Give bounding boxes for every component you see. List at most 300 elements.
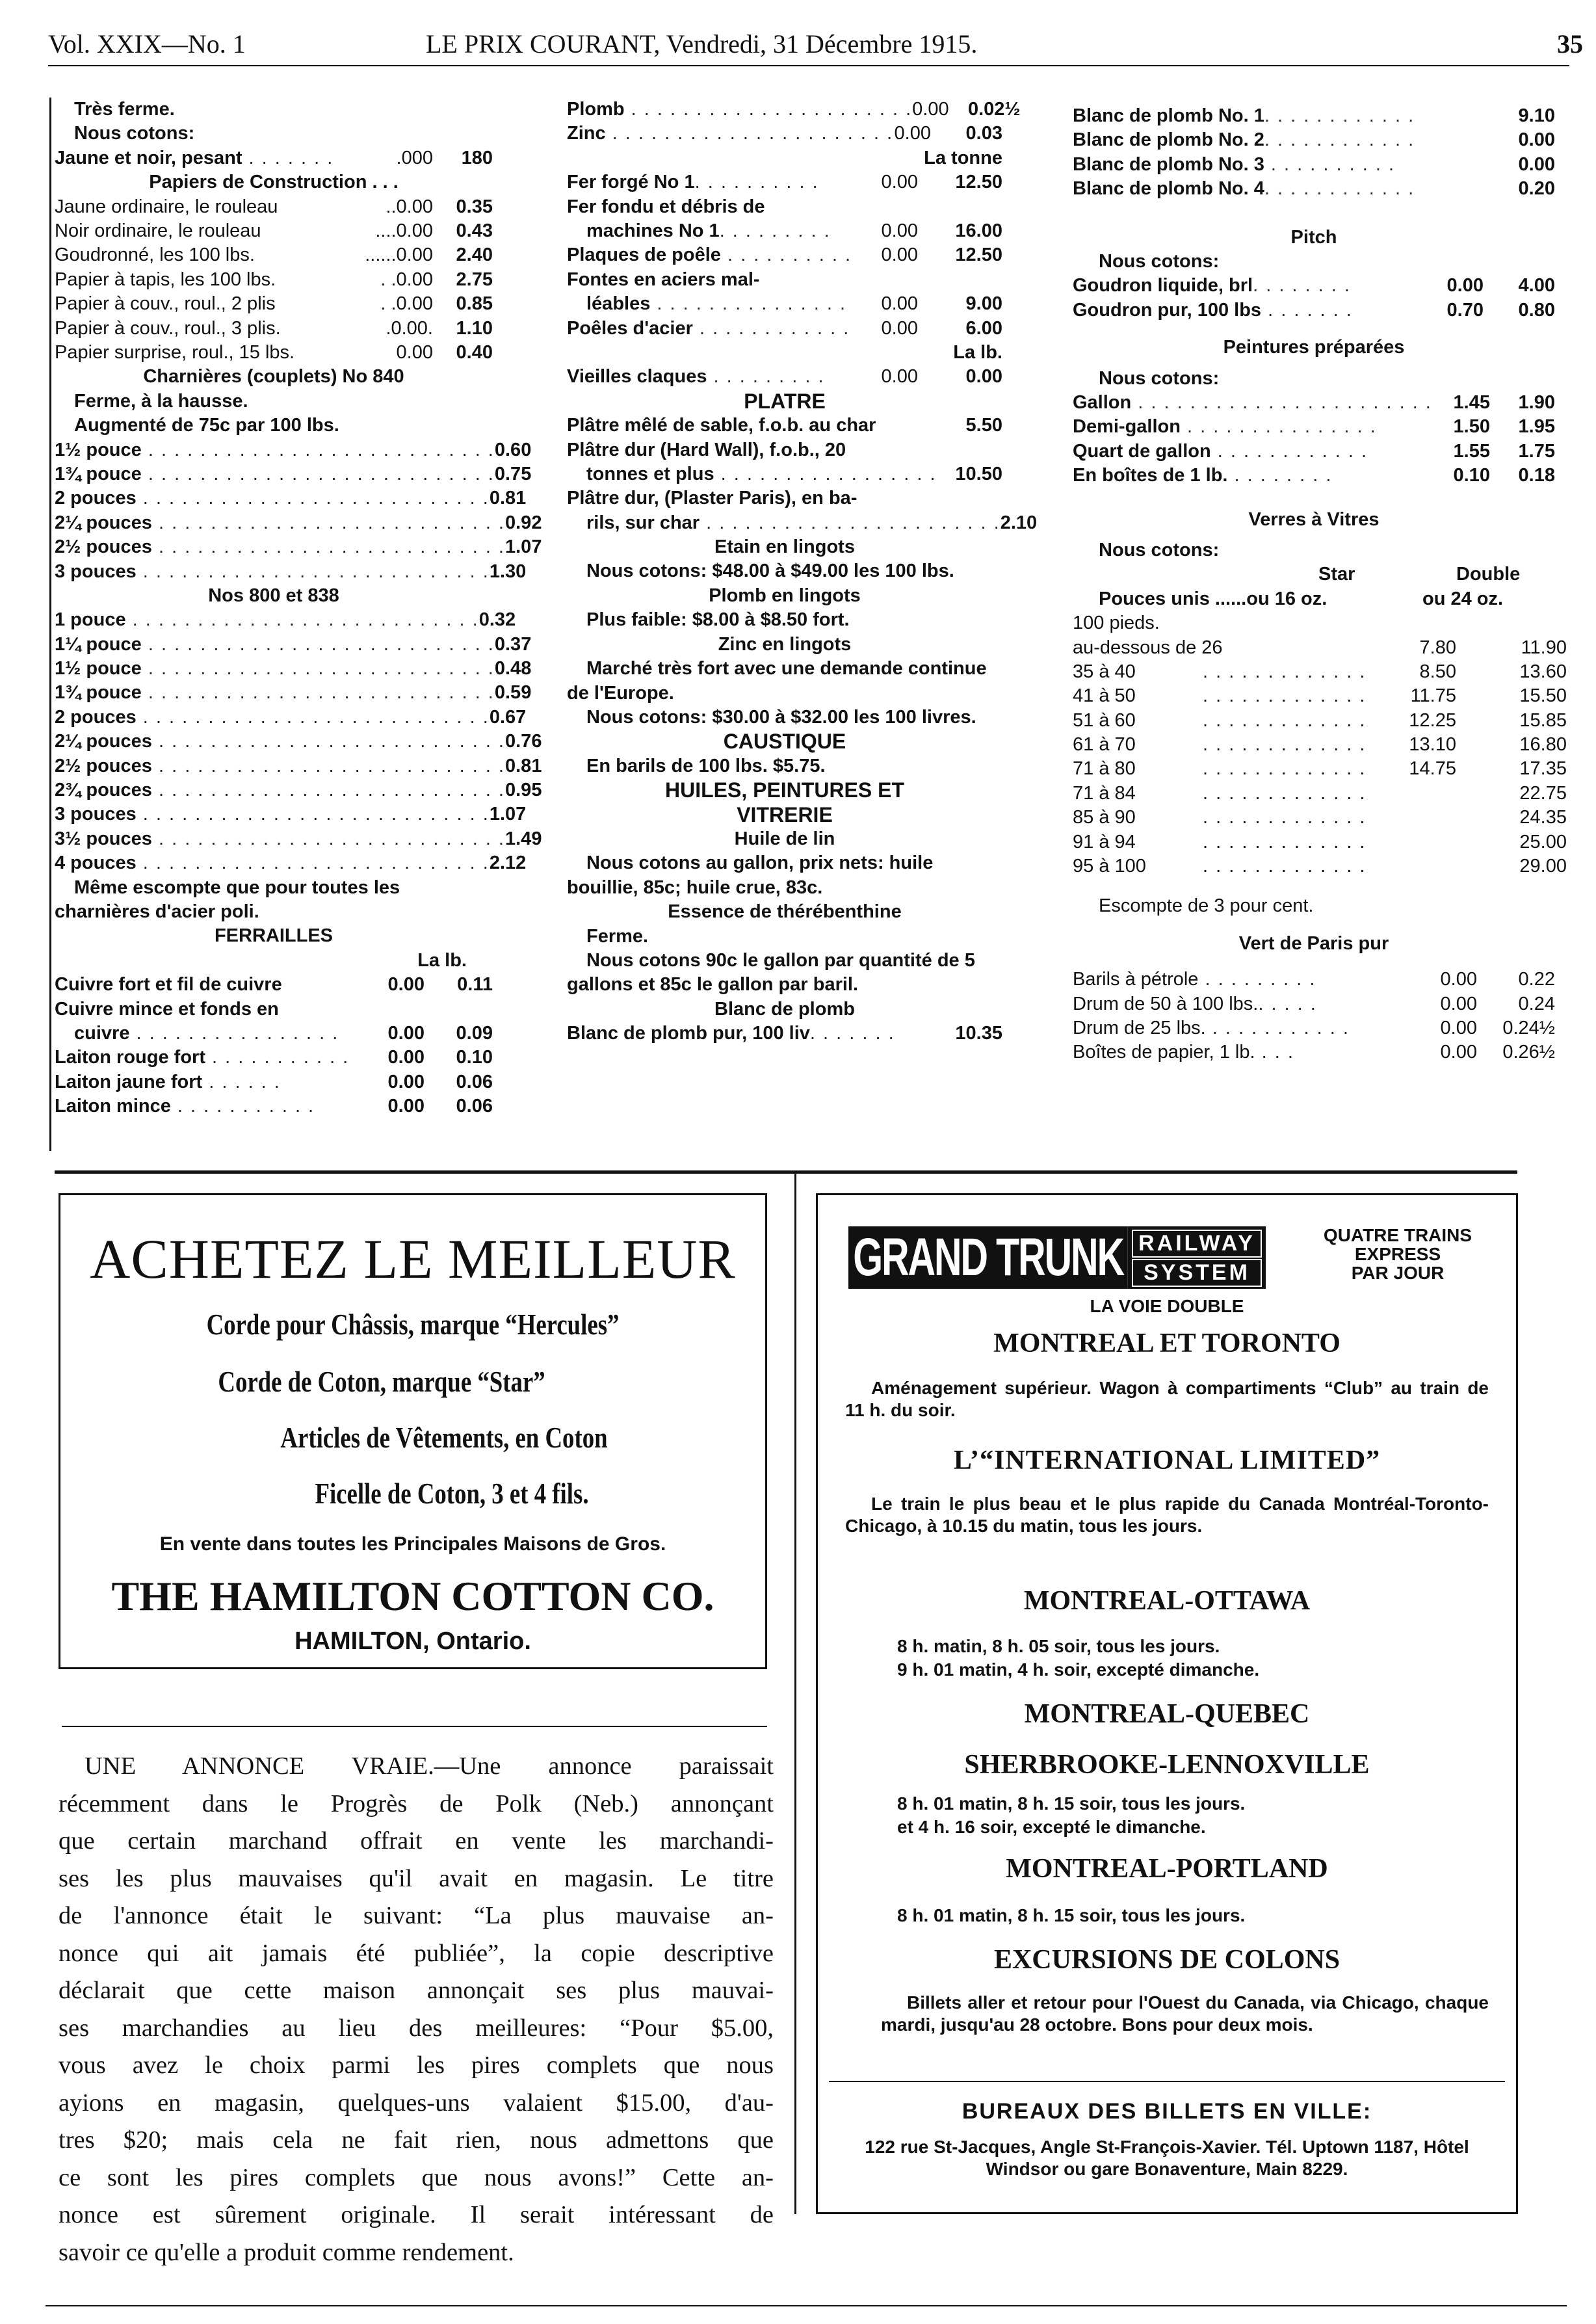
row-value-min: 0.00 (912, 99, 949, 120)
section-title-vitrerie: VITRERIE (737, 802, 833, 826)
nous-cotons-label: Nous cotons: (74, 123, 195, 144)
row-label: 1½ pouce (55, 658, 142, 680)
row-label: Jaune et noir, pesant (55, 147, 242, 168)
table-row: 71 à 80 . . . . . . . . . . . . . 14.75 17.35 (1073, 757, 1555, 781)
row-label: Jaune ordinaire, le rouleau (55, 196, 278, 217)
row-value: 0.95 (505, 780, 542, 801)
section-divider (55, 1170, 1517, 1174)
row-label: léables (586, 293, 651, 315)
price-row: Barils à pétrole . . . . . . . . . 0.00 0.22 (1073, 968, 1555, 992)
table-row: 35 à 40 . . . . . . . . . . . . . 8.50 13.60 (1073, 660, 1555, 684)
gt-text-montreal-toronto: Aménagement supérieur. Wagon à compartiments “Club” au train de 11 h. du soir. (845, 1378, 1489, 1420)
story-line: de l'annonce était le suivant: “La plus mauvaise an- (59, 1902, 774, 1929)
row-label: 2 pouces (55, 706, 137, 728)
price-row: Vieilles claques . . . . . . . . . 0.00 0.00 (567, 365, 1002, 389)
section-title-plomb-lingots: Plomb en lingots (709, 585, 861, 606)
row-value-min: 1.45 (1453, 391, 1490, 413)
row-value-max: 12.50 (955, 244, 1002, 266)
page-number: 35 (1557, 29, 1583, 59)
charnieres-840-list (55, 438, 542, 584)
section-title-etain: Etain en lingots (714, 536, 855, 558)
escompte-note: Escompte de 3 pour cent. (1099, 895, 1314, 917)
double-price: 22.75 (1519, 782, 1567, 804)
gt-voie-double: LA VOIE DOUBLE (1090, 1296, 1244, 1316)
price-row (55, 195, 493, 219)
row-value-max: 0.43 (456, 220, 493, 241)
double-price: 15.50 (1519, 685, 1567, 707)
row-label: Plâtre dur (Hard Wall), f.o.b., 20 (567, 439, 846, 460)
gt-schedule-line: et 4 h. 16 soir, excepté le dimanche. (897, 1817, 1206, 1837)
price-row: Quart de gallon . . . . . . . . . . . . 1.55 1.75 (1073, 440, 1555, 464)
row-value: 10.50 (955, 463, 1002, 484)
row-label: Gallon (1073, 391, 1132, 413)
hamilton-cotton-ad (59, 1193, 767, 1669)
row-value-max: 2.75 (456, 269, 493, 290)
platre-list (567, 414, 1038, 535)
blanc-list (1073, 104, 1555, 202)
row-value: 0.48 (494, 658, 532, 680)
row-label: Fer fondu et débris de (567, 196, 765, 217)
section-title-papiers: Papiers de Construction . . . (149, 172, 399, 193)
price-row: 4 pouces . . . . . . . . . . . . . . . . . . . . . . . . . . . 2.12 (55, 851, 493, 875)
market-status: Ferme, à la hausse. (74, 390, 248, 412)
row-label: Vieilles claques (567, 366, 707, 388)
price-row: 2 pouces . . . . . . . . . . . . . . . . . . . . . . . . . . . 0.81 (55, 486, 493, 510)
row-value-min: 0.00 (1440, 1042, 1477, 1063)
row-value-max: 0.18 (1518, 465, 1555, 486)
gt-title-excursions: EXCURSIONS DE COLONS (993, 1945, 1341, 1975)
price-row: Poêles d'acier . . . . . . . . . . . . 0.00 6.00 (567, 317, 1002, 341)
section-title-ferrailles: FERRAILLES (214, 925, 334, 947)
story-divider (62, 1726, 767, 1727)
size-range: 35 à 40 (1073, 661, 1136, 682)
row-value-min: 0.00 (387, 1096, 425, 1117)
row-label: Fer forgé No 1 (567, 172, 695, 193)
row-label: Laiton mince (55, 1096, 171, 1117)
row-value: 0.32 (478, 609, 516, 631)
row-value-min: 0.00 (396, 341, 433, 363)
price-row: Laiton jaune fort . . . . . . 0.00 0.06 (55, 1070, 493, 1094)
price-row: 2¼ pouces . . . . . . . . . . . . . . . . . . . . . . . . . . . 0.76 (55, 730, 493, 754)
row-value: 1.07 (505, 536, 542, 558)
row-value-min: 0.00 (1440, 969, 1477, 990)
double-price: 25.00 (1519, 831, 1567, 852)
unit-label: La lb. (953, 341, 1002, 363)
row-label: 3½ pouces (55, 828, 152, 849)
section-title-caustique: CAUSTIQUE (723, 730, 846, 754)
story-line: ayions en magasin, quelques-uns valaient $15.00, d'au- (59, 2089, 774, 2117)
trains-per-day (1290, 1226, 1505, 1282)
row-value: 1.30 (489, 561, 527, 582)
status-line: Très ferme. (74, 99, 175, 120)
section-title-charnieres: Charnières (couplets) No 840 (143, 366, 404, 388)
table-row: 95 à 100 . . . . . . . . . . . . . 29.00 (1073, 854, 1555, 878)
table-row: 51 à 60 . . . . . . . . . . . . . 12.25 15.85 (1073, 709, 1555, 733)
table-row: 61 à 70 . . . . . . . . . . . . . 13.10 16.80 (1073, 733, 1555, 757)
logo-railway-system (1128, 1226, 1266, 1289)
row-label: 1¾ pouce (55, 682, 142, 704)
row-value-max: 0.02½ (967, 99, 1021, 120)
fer-list (567, 170, 1002, 341)
row-label: Papier surprise, roul., 15 lbs. (55, 341, 295, 363)
nous-cotons-label: Nous cotons: (1099, 367, 1220, 389)
column-3 (1073, 104, 1567, 1065)
row-value-max: 0.03 (965, 123, 1002, 144)
row-label: Blanc de plomb No. 3 (1073, 153, 1264, 175)
price-row (55, 292, 493, 316)
row-label: 2¼ pouces (55, 731, 152, 752)
row-label: Zinc (567, 123, 606, 144)
pouces-label: Pouces unis ......ou 16 oz. (1099, 588, 1328, 609)
price-row: Zinc . . . . . . . . . . . . . . . . . . . . . . 0.00 0.03 (567, 122, 1002, 146)
price-row: 3 pouces . . . . . . . . . . . . . . . . . . . . . . . . . . . 1.07 (55, 802, 493, 826)
row-value: 2.10 (1000, 512, 1038, 533)
row-label: Fontes en aciers mal- (567, 269, 760, 290)
nous-cotons-label: Nous cotons: (1099, 250, 1220, 272)
row-label: Plâtre mêlé de sable, f.o.b. au char (567, 415, 876, 436)
size-range: 91 à 94 (1073, 831, 1136, 852)
gt-text-excursions: Billets aller et retour pour l'Ouest du Canada, via Chicago, chaque mardi, jusqu'au 28 octobre. Bons pour deux mois. (881, 1992, 1489, 2035)
row-label: Papier à tapis, les 100 lbs. (55, 269, 276, 290)
row-label: 1¾ pouce (55, 463, 142, 484)
row-label: 3 pouces (55, 561, 137, 582)
gt-title-sherbrooke: SHERBROOKE-LENNOXVILLE (964, 1750, 1370, 1780)
row-value: 0.81 (489, 488, 527, 509)
price-row: Blanc de plomb No. 2 . . . . . . . . . . . . 0.00 (1073, 128, 1555, 152)
row-value-min: .0.00. (386, 317, 433, 339)
plomb-lingots-text: Plus faible: $8.00 à $8.50 fort. (586, 609, 850, 631)
volume-number: Vol. XXIX—No. 1 (48, 29, 246, 59)
price-row: Plaques de poêle . . . . . . . . . . 0.00 12.50 (567, 243, 1002, 267)
row-value-min: ......0.00 (365, 244, 433, 266)
col-header-star: Star (1318, 564, 1355, 585)
row-label: Cuivre mince et fonds en (55, 998, 279, 1020)
size-range: 71 à 80 (1073, 758, 1136, 780)
row-value-min: 0.10 (1453, 465, 1490, 486)
escompte-note: Même escompte que pour toutes les charnières d'acier poli. (55, 877, 400, 923)
story-une-annonce-vraie (59, 1748, 774, 2271)
section-title-nos-800: Nos 800 et 838 (208, 585, 339, 606)
row-value-max: 4.00 (1518, 275, 1555, 297)
row-value: 0.60 (494, 439, 532, 460)
price-row: Demi-gallon . . . . . . . . . . . . . . . 1.50 1.95 (1073, 415, 1555, 439)
row-value-max: 0.85 (456, 293, 493, 315)
size-range: 61 à 70 (1073, 734, 1136, 756)
price-row: cuivre . . . . . . . . . . . . . . . . 0.00 0.09 (55, 1022, 493, 1046)
row-value: 0.81 (505, 755, 542, 776)
ad-vente-note: En vente dans toutes les Principales Maisons de Gros. (159, 1533, 666, 1555)
story-line: que certain marchand offrait en vente les marchandi- (59, 1827, 774, 1855)
star-price: 13.10 (1409, 734, 1456, 756)
caustique-text: En barils de 100 lbs. $5.75. (586, 755, 826, 776)
row-value-max: 0.40 (456, 341, 493, 363)
row-label: machines No 1 (586, 220, 720, 241)
row-label: Noir ordinaire, le rouleau (55, 220, 261, 241)
row-label: Goudron pur, 100 lbs (1073, 299, 1262, 321)
price-row: 2 pouces . . . . . . . . . . . . . . . . . . . . . . . . . . . 0.67 (55, 706, 493, 730)
column-divider (794, 1174, 796, 2214)
story-line: nonce qui ait jamais été publiée”, la copie descriptive (59, 1939, 774, 1967)
double-price: 29.00 (1519, 856, 1567, 877)
essence-status: Ferme. (586, 925, 649, 947)
price-row (567, 195, 1002, 219)
row-value: 0.76 (505, 731, 542, 752)
row-value-min: 0.00 (387, 1071, 425, 1092)
story-line: tres $20; mais cela ne fait rien, nous admettons que (59, 2126, 774, 2154)
row-value: 0.92 (505, 512, 542, 533)
row-value: 0.20 (1518, 178, 1555, 200)
pitch-list (1073, 274, 1555, 323)
price-row (55, 268, 493, 292)
row-label: Boîtes de papier, 1 lb. (1073, 1042, 1255, 1063)
row-value-min: 0.00 (881, 317, 918, 339)
row-value: 5.50 (965, 415, 1002, 436)
row-value-max: 0.22 (1518, 969, 1555, 990)
row-value: 1.07 (489, 804, 527, 825)
story-line: ce sont les pires complets que nous avons!” Cette an- (59, 2163, 774, 2191)
price-row: rils, sur char . . . . . . . . . . . . . . . . . . . . . . . 2.10 (567, 511, 1002, 535)
price-row: 2½ pouces . . . . . . . . . . . . . . . . . . . . . . . . . . . 1.07 (55, 535, 493, 559)
price-row: Plomb . . . . . . . . . . . . . . . . . . . . . . 0.00 0.02½ (567, 98, 1002, 122)
nous-cotons-label: Nous cotons: (1099, 539, 1220, 561)
size-range: 85 à 90 (1073, 807, 1136, 828)
ad-company-name: THE HAMILTON COTTON CO. (111, 1573, 714, 1619)
trains-line: QUATRE TRAINS (1323, 1225, 1472, 1245)
row-value-min: 0.00 (1440, 993, 1477, 1014)
size-range: au-dessous de 26 (1073, 637, 1223, 658)
section-title-essence: Essence de thérébenthine (668, 901, 902, 923)
row-label: Plâtre dur, (Plaster Paris), en ba- (567, 488, 857, 509)
logo-railway: RAILWAY (1132, 1230, 1262, 1258)
price-row: Laiton rouge fort . . . . . . . . . . . 0.00 0.10 (55, 1046, 493, 1070)
column-1 (55, 98, 542, 1119)
row-label: Blanc de plomb No. 1 (1073, 105, 1264, 126)
gt-text-international: Le train le plus beau et le plus rapide du Canada Montréal-Toronto-Chicago, à 10.15 du matin, tous les jours. (845, 1494, 1489, 1536)
row-value-min: 0.00 (387, 1023, 425, 1044)
price-row: 2¼ pouces . . . . . . . . . . . . . . . . . . . . . . . . . . . 0.92 (55, 511, 493, 535)
section-title-verres: Verres à Vitres (1248, 508, 1380, 530)
verres-subheader (1073, 587, 1555, 611)
verres-header (1073, 562, 1555, 587)
row-label: 3 pouces (55, 804, 137, 825)
row-value-max: 2.40 (456, 244, 493, 266)
row-value-min: 1.55 (1453, 440, 1490, 462)
row-label: 2¼ pouces (55, 512, 152, 533)
gt-title-bureaux: BUREAUX DES BILLETS EN VILLE: (962, 2099, 1372, 2124)
logo-system: SYSTEM (1132, 1259, 1262, 1287)
row-label: Laiton rouge fort (55, 1047, 205, 1068)
row-value-min: 0.00 (881, 366, 918, 388)
row-value: 2.12 (489, 852, 527, 874)
row-label: rils, sur char (586, 512, 700, 533)
size-range: 71 à 84 (1073, 782, 1136, 804)
row-value-max: 12.50 (955, 172, 1002, 193)
double-price: 13.60 (1519, 661, 1567, 682)
price-row: Blanc de plomb No. 1 . . . . . . . . . . . . 9.10 (1073, 104, 1555, 128)
price-row (55, 973, 493, 997)
double-price: 16.80 (1519, 734, 1567, 756)
row-value-max: 0.26½ (1502, 1042, 1555, 1063)
papiers-list (55, 195, 493, 365)
price-row (55, 317, 493, 341)
row-value-max: 0.11 (457, 974, 493, 996)
row-label: Plaques de poêle (567, 244, 721, 266)
row-label: 1¼ pouce (55, 633, 142, 655)
star-price: 11.75 (1410, 685, 1456, 707)
double-price: 17.35 (1519, 758, 1567, 780)
gt-schedule-line: 8 h. matin, 8 h. 05 soir, tous les jours. (897, 1636, 1220, 1656)
double-price: 11.90 (1521, 637, 1567, 658)
double-price: 15.85 (1519, 709, 1567, 731)
row-value: 0.00 (1518, 129, 1555, 151)
price-row: 1¼ pouce . . . . . . . . . . . . . . . . . . . . . . . . . . . 0.37 (55, 633, 493, 657)
price-row: Goudron liquide, brl . . . . . . . . 0.00 4.00 (1073, 274, 1555, 298)
row-label: Barils à pétrole (1073, 969, 1199, 990)
row-value: 0.59 (494, 682, 532, 704)
story-line: déclarait que cette maison annonçait ses plus mauvai- (59, 1977, 774, 2004)
column-2 (567, 98, 1038, 1046)
etain-text: Nous cotons: $48.00 à $49.00 les 100 lbs. (586, 561, 954, 582)
price-row: 1½ pouce . . . . . . . . . . . . . . . . . . . . . . . . . . . 0.60 (55, 438, 493, 462)
row-value-max: 9.00 (965, 293, 1002, 315)
zinc-lingots-price: Nous cotons: $30.00 à $32.00 les 100 livres. (586, 706, 976, 728)
story-line: ses les plus mauvaises qu'il avait en magasin. Le titre (59, 1864, 774, 1892)
section-title-vert: Vert de Paris pur (1238, 932, 1389, 954)
row-value-min: 0.00 (1440, 1018, 1477, 1039)
price-row: 3 pouces . . . . . . . . . . . . . . . . . . . . . . . . . . . 1.30 (55, 560, 493, 584)
gt-text-bureaux: 122 rue St-Jacques, Angle St-François-Xavier. Tél. Uptown 1187, Hôtel Windsor ou gare Bonaventure, Main 8229. (865, 2137, 1469, 2179)
ad-line-star: Corde de Coton, marque “Star” (218, 1365, 545, 1398)
row-label: tonnes et plus (586, 463, 714, 484)
row-label: Papier à couv., roul., 2 plis (55, 293, 276, 315)
trains-line: EXPRESS (1354, 1244, 1441, 1264)
row-value-max: 180 (461, 147, 493, 168)
size-range: 41 à 50 (1073, 685, 1136, 707)
story-line: savoir ce qu'elle a produit comme rendement. (59, 2238, 514, 2266)
ad-company-city: HAMILTON, Ontario. (294, 1628, 531, 1655)
row-label: Papier à couv., roul., 3 plis. (55, 317, 281, 339)
row-label: Demi-gallon (1073, 416, 1181, 438)
peintures-list (1073, 391, 1555, 488)
price-row: Boîtes de papier, 1 lb. . . . 0.00 0.26½ (1073, 1040, 1555, 1064)
story-line: UNE ANNONCE VRAIE.—Une annonce paraissait (85, 1752, 774, 1780)
table-row (1073, 636, 1567, 660)
price-row: Blanc de plomb No. 3 . . . . . . . . . . 0.00 (1073, 153, 1555, 177)
price-row: En boîtes de 1 lb. . . . . . . . . 0.10 0.18 (1073, 464, 1555, 488)
row-value-max: 1.95 (1518, 416, 1555, 438)
row-label: Laiton jaune fort (55, 1071, 203, 1092)
price-row: 1¾ pouce . . . . . . . . . . . . . . . . . . . . . . . . . . . 0.59 (55, 681, 493, 705)
row-value-min: . .0.00 (380, 293, 433, 315)
price-row: tonnes et plus . . . . . . . . . . . . . . . . . 10.50 (567, 462, 1002, 486)
gt-title-montreal-toronto: MONTREAL ET TORONTO (993, 1328, 1341, 1358)
price-row: Blanc de plomb pur, 100 liv . . . . . . . 10.35 (567, 1022, 1002, 1046)
essence-text: Nous cotons 90c le gallon par quantité de 5 gallons et 85c le gallon par baril. (567, 949, 975, 996)
logo-wordmark: GRAND TRUNK (848, 1226, 1128, 1289)
story-line: vous avez le choix parmi les pires complets que nous (59, 2052, 774, 2079)
gt-title-montreal-quebec: MONTREAL-QUEBEC (1024, 1699, 1310, 1729)
row-value-min: ..0.00 (386, 196, 433, 217)
row-label: 1 pouce (55, 609, 126, 631)
price-row: 1½ pouce . . . . . . . . . . . . . . . . . . . . . . . . . . . 0.48 (55, 657, 493, 681)
row-value-min: 0.00 (881, 172, 918, 193)
left-margin-rule (49, 98, 51, 1151)
row-value: 9.10 (1518, 105, 1555, 126)
grand-trunk-logo (848, 1224, 1267, 1291)
section-title-blanc: Blanc de plomb (714, 998, 855, 1020)
price-row (55, 341, 493, 365)
row-value: 0.37 (494, 633, 532, 655)
row-value-min: 0.00 (881, 293, 918, 315)
price-row: 2½ pouces . . . . . . . . . . . . . . . . . . . . . . . . . . . 0.81 (55, 754, 493, 778)
row-value-min: . .0.00 (380, 269, 433, 290)
section-title-huiles: HUILES, PEINTURES ET (664, 778, 905, 802)
vert-list (1073, 968, 1555, 1065)
row-label: Goudronné, les 100 lbs. (55, 244, 255, 266)
price-row (567, 414, 1002, 438)
huile-lin-text: Nous cotons au gallon, prix nets: huile bouillie, 85c; huile crue, 83c. (567, 852, 934, 898)
section-title-peintures: Peintures préparées (1223, 337, 1405, 358)
zinc-lingots-text: Marché très fort avec une demande continue de l'Europe. (567, 658, 987, 704)
row-value-min: 0.00 (387, 1047, 425, 1068)
row-value-max: 1.90 (1518, 391, 1555, 413)
row-value: 1.49 (505, 828, 542, 849)
row-label: Blanc de plomb No. 4 (1073, 178, 1264, 200)
row-value-max: 0.06 (456, 1096, 493, 1117)
ad-line-hercules: Corde pour Châssis, marque “Hercules” (206, 1308, 620, 1341)
row-label: 4 pouces (55, 852, 137, 874)
row-label: 2¾ pouces (55, 780, 152, 801)
row-value-max: 0.35 (456, 196, 493, 217)
row-label: 1½ pouce (55, 439, 142, 460)
row-value: 0.67 (489, 706, 527, 728)
row-value-max: 0.10 (456, 1047, 493, 1068)
row-label: Drum de 25 lbs. (1073, 1018, 1206, 1039)
price-row: 1¾ pouce . . . . . . . . . . . . . . . . . . . . . . . . . . . 0.75 (55, 462, 493, 486)
ad-headline: ACHETEZ LE MEILLEUR (90, 1228, 736, 1290)
row-value-min: 0.70 (1446, 299, 1484, 321)
price-row (55, 997, 493, 1022)
row-value-min: 0.00 (1446, 275, 1484, 297)
unit-label: La lb. (417, 949, 467, 971)
price-row: Laiton mince . . . . . . . . . . . 0.00 0.06 (55, 1094, 493, 1118)
row-label: Quart de gallon (1073, 440, 1211, 462)
row-value-max: 16.00 (955, 220, 1002, 241)
row-value-min: 0.00 (881, 244, 918, 266)
row-label: Blanc de plomb No. 2 (1073, 129, 1264, 151)
row-value-max: 0.24½ (1502, 1018, 1555, 1039)
gt-title-international: L’“INTERNATIONAL LIMITED” (953, 1446, 1381, 1475)
price-row: Drum de 50 à 100 lbs. . . . . . 0.00 0.24 (1073, 992, 1555, 1016)
price-row: machines No 1 . . . . . . . . . 0.00 16.00 (567, 219, 1002, 243)
row-value-max: 0.09 (456, 1023, 493, 1044)
price-row: 1 pouce . . . . . . . . . . . . . . . . . . . . . . . . . . . 0.32 (55, 608, 493, 632)
row-label: En boîtes de 1 lb. (1073, 465, 1228, 486)
charnieres-800-list (55, 608, 542, 875)
table-row: 91 à 94 . . . . . . . . . . . . . 25.00 (1073, 830, 1555, 854)
row-value-max: 0.24 (1518, 993, 1555, 1014)
row-label: Plomb (567, 99, 625, 120)
row-label: 2½ pouces (55, 755, 152, 776)
double-price: 24.35 (1519, 807, 1567, 828)
row-value: 0.75 (494, 463, 532, 484)
price-row: 3½ pouces . . . . . . . . . . . . . . . . . . . . . . . . . . . 1.49 (55, 827, 493, 851)
table-row: 71 à 84 . . . . . . . . . . . . . 22.75 (1073, 782, 1555, 806)
row-value: 0.00 (1518, 153, 1555, 175)
row-value-max: 0.80 (1518, 299, 1555, 321)
ad-line-vetements: Articles de Vêtements, en Coton (280, 1421, 608, 1454)
gt-divider (829, 2081, 1505, 2082)
